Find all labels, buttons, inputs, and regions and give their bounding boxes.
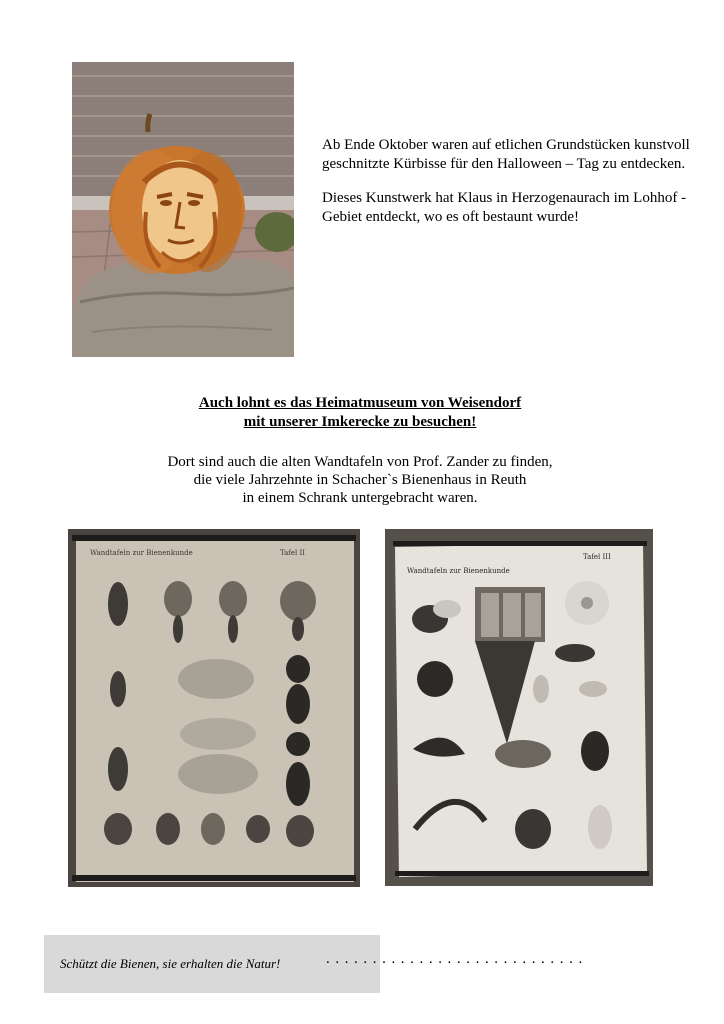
pumpkin-photo (72, 62, 294, 357)
intro-paragraph-2: Dieses Kunstwerk hat Klaus in Herzogenaurach im Lohhof - Gebiet entdeckt, wo es oft bestaunt wurde! (322, 190, 687, 225)
wall-chart-right-photo (385, 529, 653, 886)
heading-line-1: Auch lohnt es das Heimatmuseum von Weisendorf (198, 395, 522, 411)
heading-line-2: mit unserer Imkerecke zu besuchen! (243, 414, 477, 430)
body-line-1: Dort sind auch die alten Wandtafeln von Prof. Zander zu finden, (167, 454, 553, 470)
museum-heading (110, 394, 610, 432)
body-line-3: in einem Schrank untergebracht waren. (242, 490, 478, 506)
right-chart-title: Wandtafeln zur Bienenkunde (407, 567, 510, 575)
body-line-2: die viele Jahrzehnte in Schacher`s Bienenhaus in Reuth (193, 472, 527, 488)
intro-paragraph-1: Ab Ende Oktober waren auf etlichen Grundstücken kunstvoll geschnitzte Kürbisse für den Halloween – Tag zu entdecken. (322, 137, 690, 172)
museum-description (110, 453, 610, 507)
left-chart-title: Wandtafeln zur Bienenkunde (90, 549, 193, 557)
footer-dotted-line: ............................ (326, 951, 588, 967)
footer-slogan: Schützt die Bienen, sie erhalten die Natur! (60, 956, 281, 971)
left-chart-plate: Tafel II (280, 549, 306, 557)
intro-text (322, 136, 702, 242)
wall-chart-left-photo (68, 529, 360, 887)
right-chart-plate: Tafel III (583, 553, 611, 561)
